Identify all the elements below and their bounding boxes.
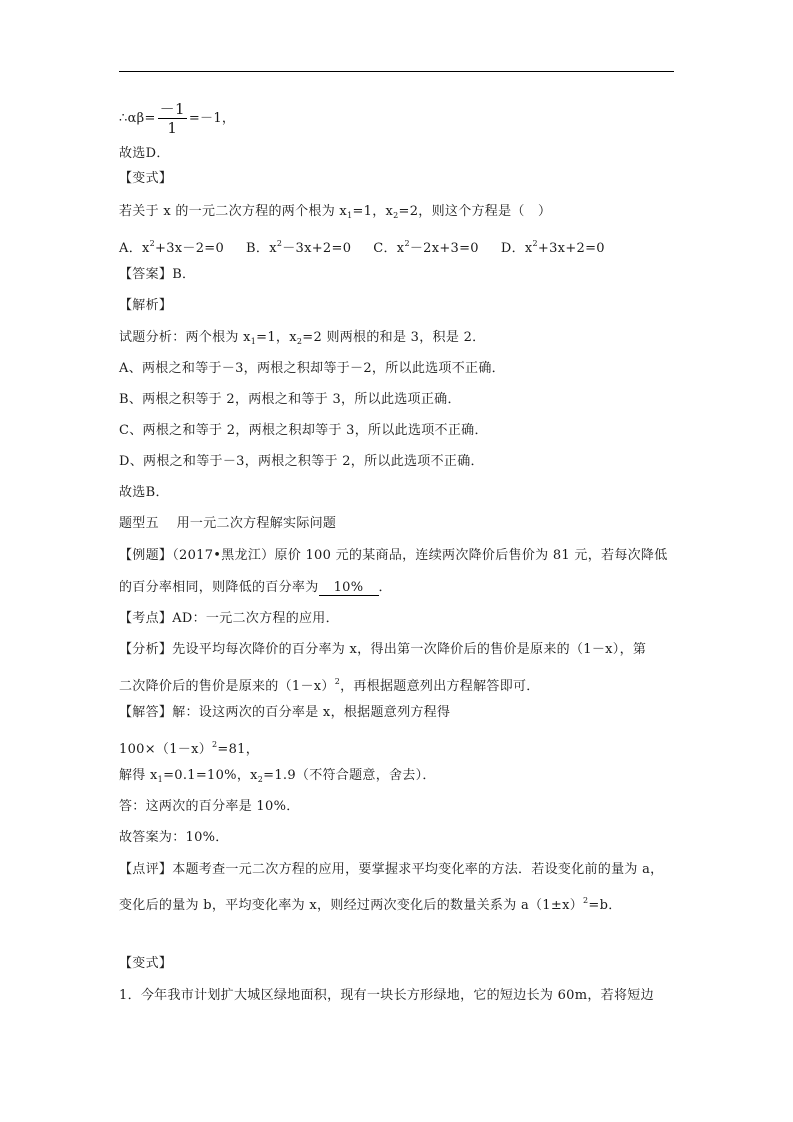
therefore-result: =－1， — [188, 111, 236, 126]
solution: 解得 $x_1=0.1=10\%$，$x_2=1.9$（不符合题意，舍去）． — [119, 768, 436, 784]
dianping-line-2: 变化后的量为 b，平均变化率为 x，则经过两次变化后的数量关系为 $a(1\pm x)^2=b$． — [119, 896, 622, 913]
therefore-line — [119, 100, 235, 137]
analysis-item-c: C、两根之和等于 2，两根之积却等于 3，所以此选项不正确． — [119, 423, 488, 438]
fraction — [158, 100, 187, 137]
dianping-line-1: 【点评】本题考查一元二次方程的应用，要掌握求平均变化率的方法．若设变化前的量为 a， — [119, 862, 664, 877]
therefore-prefix: ∴αβ= — [119, 111, 156, 126]
analysis-item-a: A、两根之和等于－3，两根之积却等于－2，所以此选项不正确． — [119, 361, 505, 376]
analysis-text: 试题分析：两个根为 $x_1=1$，$x_2=2$ 则两根的和是 3，积是 2． — [119, 330, 486, 346]
option-b: B．$x^2-3x+2=0$ — [246, 239, 352, 256]
fraction-denominator: 1 — [167, 119, 178, 137]
fraction-numerator: －1 — [159, 100, 185, 118]
equation: $100\times(1-x)^2=81$， — [119, 740, 260, 757]
analysis-label: 【解析】 — [119, 298, 173, 313]
options-row — [119, 236, 605, 257]
section-title: 题型五 用一元二次方程解实际问题 — [119, 516, 337, 531]
reply: 答：这两次的百分率是 10%． — [119, 799, 300, 814]
choose-b: 故选B． — [119, 485, 169, 500]
example-line-2: 的百分率相同，则降低的百分率为 10% ． — [119, 580, 392, 595]
option-a: A．$x^2+3x-2=0$ — [119, 239, 225, 256]
option-c: C．$x^2-2x+3=0$ — [373, 239, 479, 256]
final-answer: 故答案为：10%． — [119, 830, 229, 845]
analysis-item-b: B、两根之积等于 2，两根之和等于 3，所以此选项正确． — [119, 392, 461, 407]
header-rule — [119, 71, 674, 72]
variant-label-2: 【变式】 — [119, 956, 173, 971]
fenxi-line-1: 【分析】先设平均每次降价的百分率为 x，得出第一次降价后的售价是原来的（1－x），第 — [119, 642, 647, 657]
jieda-line-1: 【解答】解：设这两次的百分率是 x，根据题意列方程得 — [119, 705, 451, 720]
variant-question: 若关于 x 的一元二次方程的两个根为 $x_1=1$，$x_2=2$，则这个方程是（ ） — [119, 204, 552, 220]
choose-d: 故选D． — [119, 146, 170, 161]
variant-label-1: 【变式】 — [119, 171, 173, 186]
example-line-1: 【例题】（2017•黑龙江）原价 100 元的某商品，连续两次降价后售价为 81 元，若每次降低 — [119, 548, 668, 563]
answer-blank: 10% — [319, 580, 379, 596]
option-d: D．$x^2+3x+2=0$ — [500, 239, 605, 256]
fenxi-line-2: 二次降价后的售价是原来的$(1-x)^2$，再根据题意列出方程解答即可． — [119, 677, 540, 694]
analysis-item-d: D、两根之和等于－3，两根之积等于 2，所以此选项不正确． — [119, 454, 484, 469]
kaodian: 【考点】AD：一元二次方程的应用． — [119, 611, 339, 626]
problem-1: 1．今年我市计划扩大城区绿地面积，现有一块长方形绿地，它的短边长为 60m，若将短边 — [119, 988, 654, 1003]
answer: 【答案】B． — [119, 267, 196, 282]
